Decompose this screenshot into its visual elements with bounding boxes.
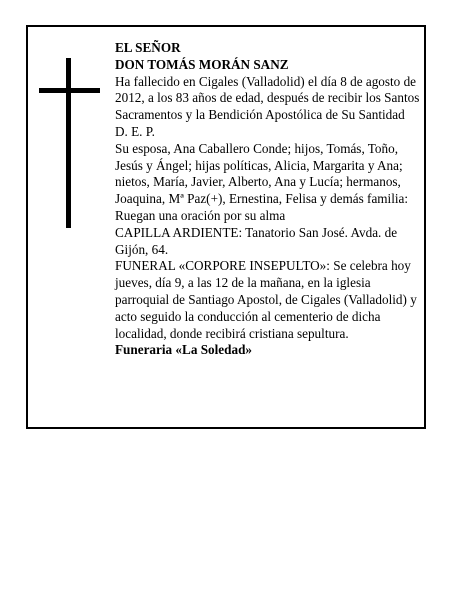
obituary-notice — [26, 25, 426, 429]
death-announcement: Ha fallecido en Cigales (Valladolid) el día 8 de agosto de 2012, a los 83 años de edad, después de recibir los Santos Sacramentos y la Bendición Apostólica de Su Santidad — [115, 73, 420, 123]
prayer-request: Ruegan una oración por su alma — [115, 207, 286, 223]
cross-horizontal-bar — [39, 88, 100, 93]
family-list: Su esposa, Ana Caballero Conde; hijos, Tomás, Toño, Jesús y Ángel; hijas políticas, Alicia, Margarita y Ana; nietos, María, Javier, Alberto, Ana y Lucía; hermanos, Joaquina, Mª Paz(+), Ernestina, Felisa y demás familia: — [115, 140, 409, 207]
funeral-home: Funeraria «La Soledad» — [115, 342, 253, 358]
rest-in-peace: D. E. P. — [115, 123, 155, 139]
notice-body — [115, 40, 425, 359]
chapel-info: CAPILLA ARDIENTE: Tanatorio San José. Avda. de Gijón, 64. — [115, 224, 398, 257]
funeral-info: FUNERAL «CORPORE INSEPULTO»: Se celebra hoy jueves, día 9, a las 12 de la mañana, en la iglesia parroquial de Santiago Apostol, de Cigales (Valladolid) y acto seguido la conducción al cementerio de dicha localidad, donde recibirá cristiana sepultura. — [115, 258, 417, 341]
notice-heading-title: EL SEÑOR — [115, 40, 181, 55]
cross-vertical-bar — [66, 58, 71, 228]
deceased-name: DON TOMÁS MORÁN SANZ — [115, 56, 289, 72]
